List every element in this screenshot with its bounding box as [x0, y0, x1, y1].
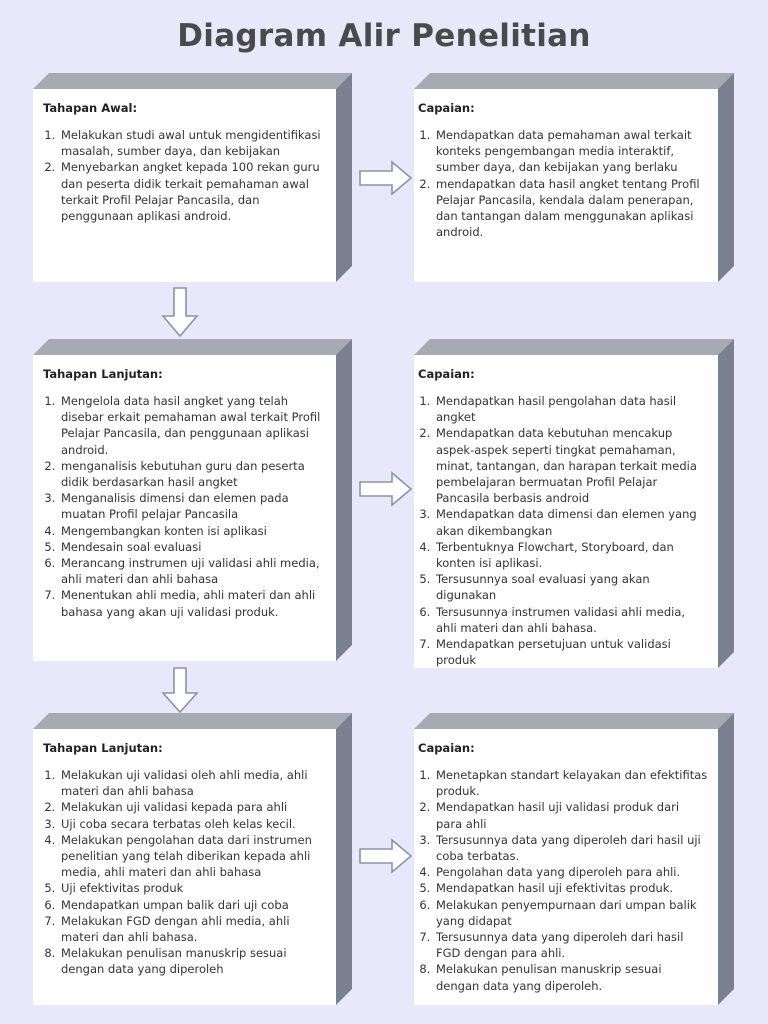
step-list [41, 767, 326, 978]
arrow-right-icon [358, 838, 414, 874]
list-item: 5. Mendesain soal evaluasi [59, 539, 326, 555]
list-item: 1. Menetapkan standart kelayakan dan efektifitas produk. [434, 767, 708, 799]
box-heading: Tahapan Lanjutan: [43, 367, 163, 381]
step-list [41, 127, 326, 224]
list-item: 2. Menyebarkan angket kepada 100 rekan guru dan peserta didik terkait pemahaman awal terkait Profil Pelajar Pancasila, dan penggunaan aplikasi android. [59, 159, 326, 224]
arrow-down-icon [161, 286, 201, 338]
achievement-list [416, 393, 708, 668]
achievement-list [416, 767, 708, 994]
list-item: 7. Tersusunnya data yang diperoleh dari hasil FGD dengan para ahli. [434, 929, 708, 961]
list-item: 5. Tersusunnya soal evaluasi yang akan digunakan [434, 571, 708, 603]
list-item: 1. Mendapatkan data pemahaman awal terkait konteks pengembangan media interaktif, sumber daya, dan kebijakan yang berlaku [434, 127, 708, 176]
box-heading: Capaian: [418, 741, 475, 755]
list-item: 3. Mendapatkan data dimensi dan elemen yang akan dikembangkan [434, 506, 708, 538]
list-item: 6. Merancang instrumen uji validasi ahli media, ahli materi dan ahli bahasa [59, 555, 326, 587]
page-title: Diagram Alir Penelitian [177, 18, 591, 54]
list-item: 7. Mendapatkan persetujuan untuk validasi produk [434, 636, 708, 668]
box-heading: Capaian: [418, 101, 475, 115]
list-item: 3. Tersusunnya data yang diperoleh dari hasil uji coba terbatas. [434, 832, 708, 864]
box-tahapan-awal [33, 89, 336, 282]
list-item: 8. Melakukan penulisan manuskrip sesuai dengan data yang diperoleh. [434, 961, 708, 993]
list-item: 5. Mendapatkan hasil uji efektivitas produk. [434, 880, 708, 896]
list-item: 2. Mendapatkan hasil uji validasi produk dari para ahli [434, 799, 708, 831]
list-item: 6. Melakukan penyempurnaan dari umpan balik yang didapat [434, 897, 708, 929]
list-item: 2. menganalisis kebutuhan guru dan peserta didik berdasarkan hasil angket [59, 458, 326, 490]
box-tahapan-lanjutan-2 [33, 729, 336, 1005]
list-item: 7. Melakukan FGD dengan ahli media, ahli materi dan ahli bahasa. [59, 913, 326, 945]
box-capaian-3 [414, 729, 718, 1005]
list-item: 4. Melakukan pengolahan data dari instrumen penelitian yang telah diberikan kepada ahli media, ahli materi dan ahli bahasa [59, 832, 326, 881]
list-item: 4. Terbentuknya Flowchart, Storyboard, dan konten isi aplikasi. [434, 539, 708, 571]
box-heading: Tahapan Lanjutan: [43, 741, 163, 755]
arrow-right-icon [358, 471, 414, 507]
list-item: 4. Mengembangkan konten isi aplikasi [59, 523, 326, 539]
list-item: 2. Mendapatkan data kebutuhan mencakup aspek-aspek seperti tingkat pemahaman, minat, tantangan, dan harapan terkait media pembelajaran bermuatan Profil Pelajar Pancasila berbasis android [434, 425, 708, 506]
list-item: 4. Pengolahan data yang diperoleh para ahli. [434, 864, 708, 880]
list-item: 6. Tersusunnya instrumen validasi ahli media, ahli materi dan ahli bahasa. [434, 604, 708, 636]
list-item: 3. Uji coba secara terbatas oleh kelas kecil. [59, 816, 326, 832]
list-item: 2. Melakukan uji validasi kepada para ahli [59, 799, 326, 815]
list-item: 3. Menganalisis dimensi dan elemen pada muatan Profil pelajar Pancasila [59, 490, 326, 522]
list-item: 8. Melakukan penulisan manuskrip sesuai dengan data yang diperoleh [59, 945, 326, 977]
box-capaian-2 [414, 355, 718, 668]
box-capaian-1 [414, 89, 718, 282]
box-heading: Capaian: [418, 367, 475, 381]
list-item: 1. Mengelola data hasil angket yang telah disebar erkait pemahaman awal terkait Profil Pelajar Pancasila, dan penggunaan aplikasi android. [59, 393, 326, 458]
box-heading: Tahapan Awal: [43, 101, 138, 115]
list-item: 5. Uji efektivitas produk [59, 880, 326, 896]
list-item: 1. Melakukan studi awal untuk mengidentifikasi masalah, sumber daya, dan kebijakan [59, 127, 326, 159]
list-item: 7. Menentukan ahli media, ahli materi dan ahli bahasa yang akan uji validasi produk. [59, 587, 326, 619]
step-list [41, 393, 326, 620]
list-item: 6. Mendapatkan umpan balik dari uji coba [59, 897, 326, 913]
list-item: 1. Melakukan uji validasi oleh ahli media, ahli materi dan ahli bahasa [59, 767, 326, 799]
achievement-list [416, 127, 708, 240]
arrow-right-icon [358, 160, 414, 196]
list-item: 2. mendapatkan data hasil angket tentang Profil Pelajar Pancasila, kendala dalam penerapan, dan tantangan dalam menggunakan aplikasi android. [434, 176, 708, 241]
box-tahapan-lanjutan-1 [33, 355, 336, 661]
arrow-down-icon [161, 666, 201, 714]
list-item: 1. Mendapatkan hasil pengolahan data hasil angket [434, 393, 708, 425]
